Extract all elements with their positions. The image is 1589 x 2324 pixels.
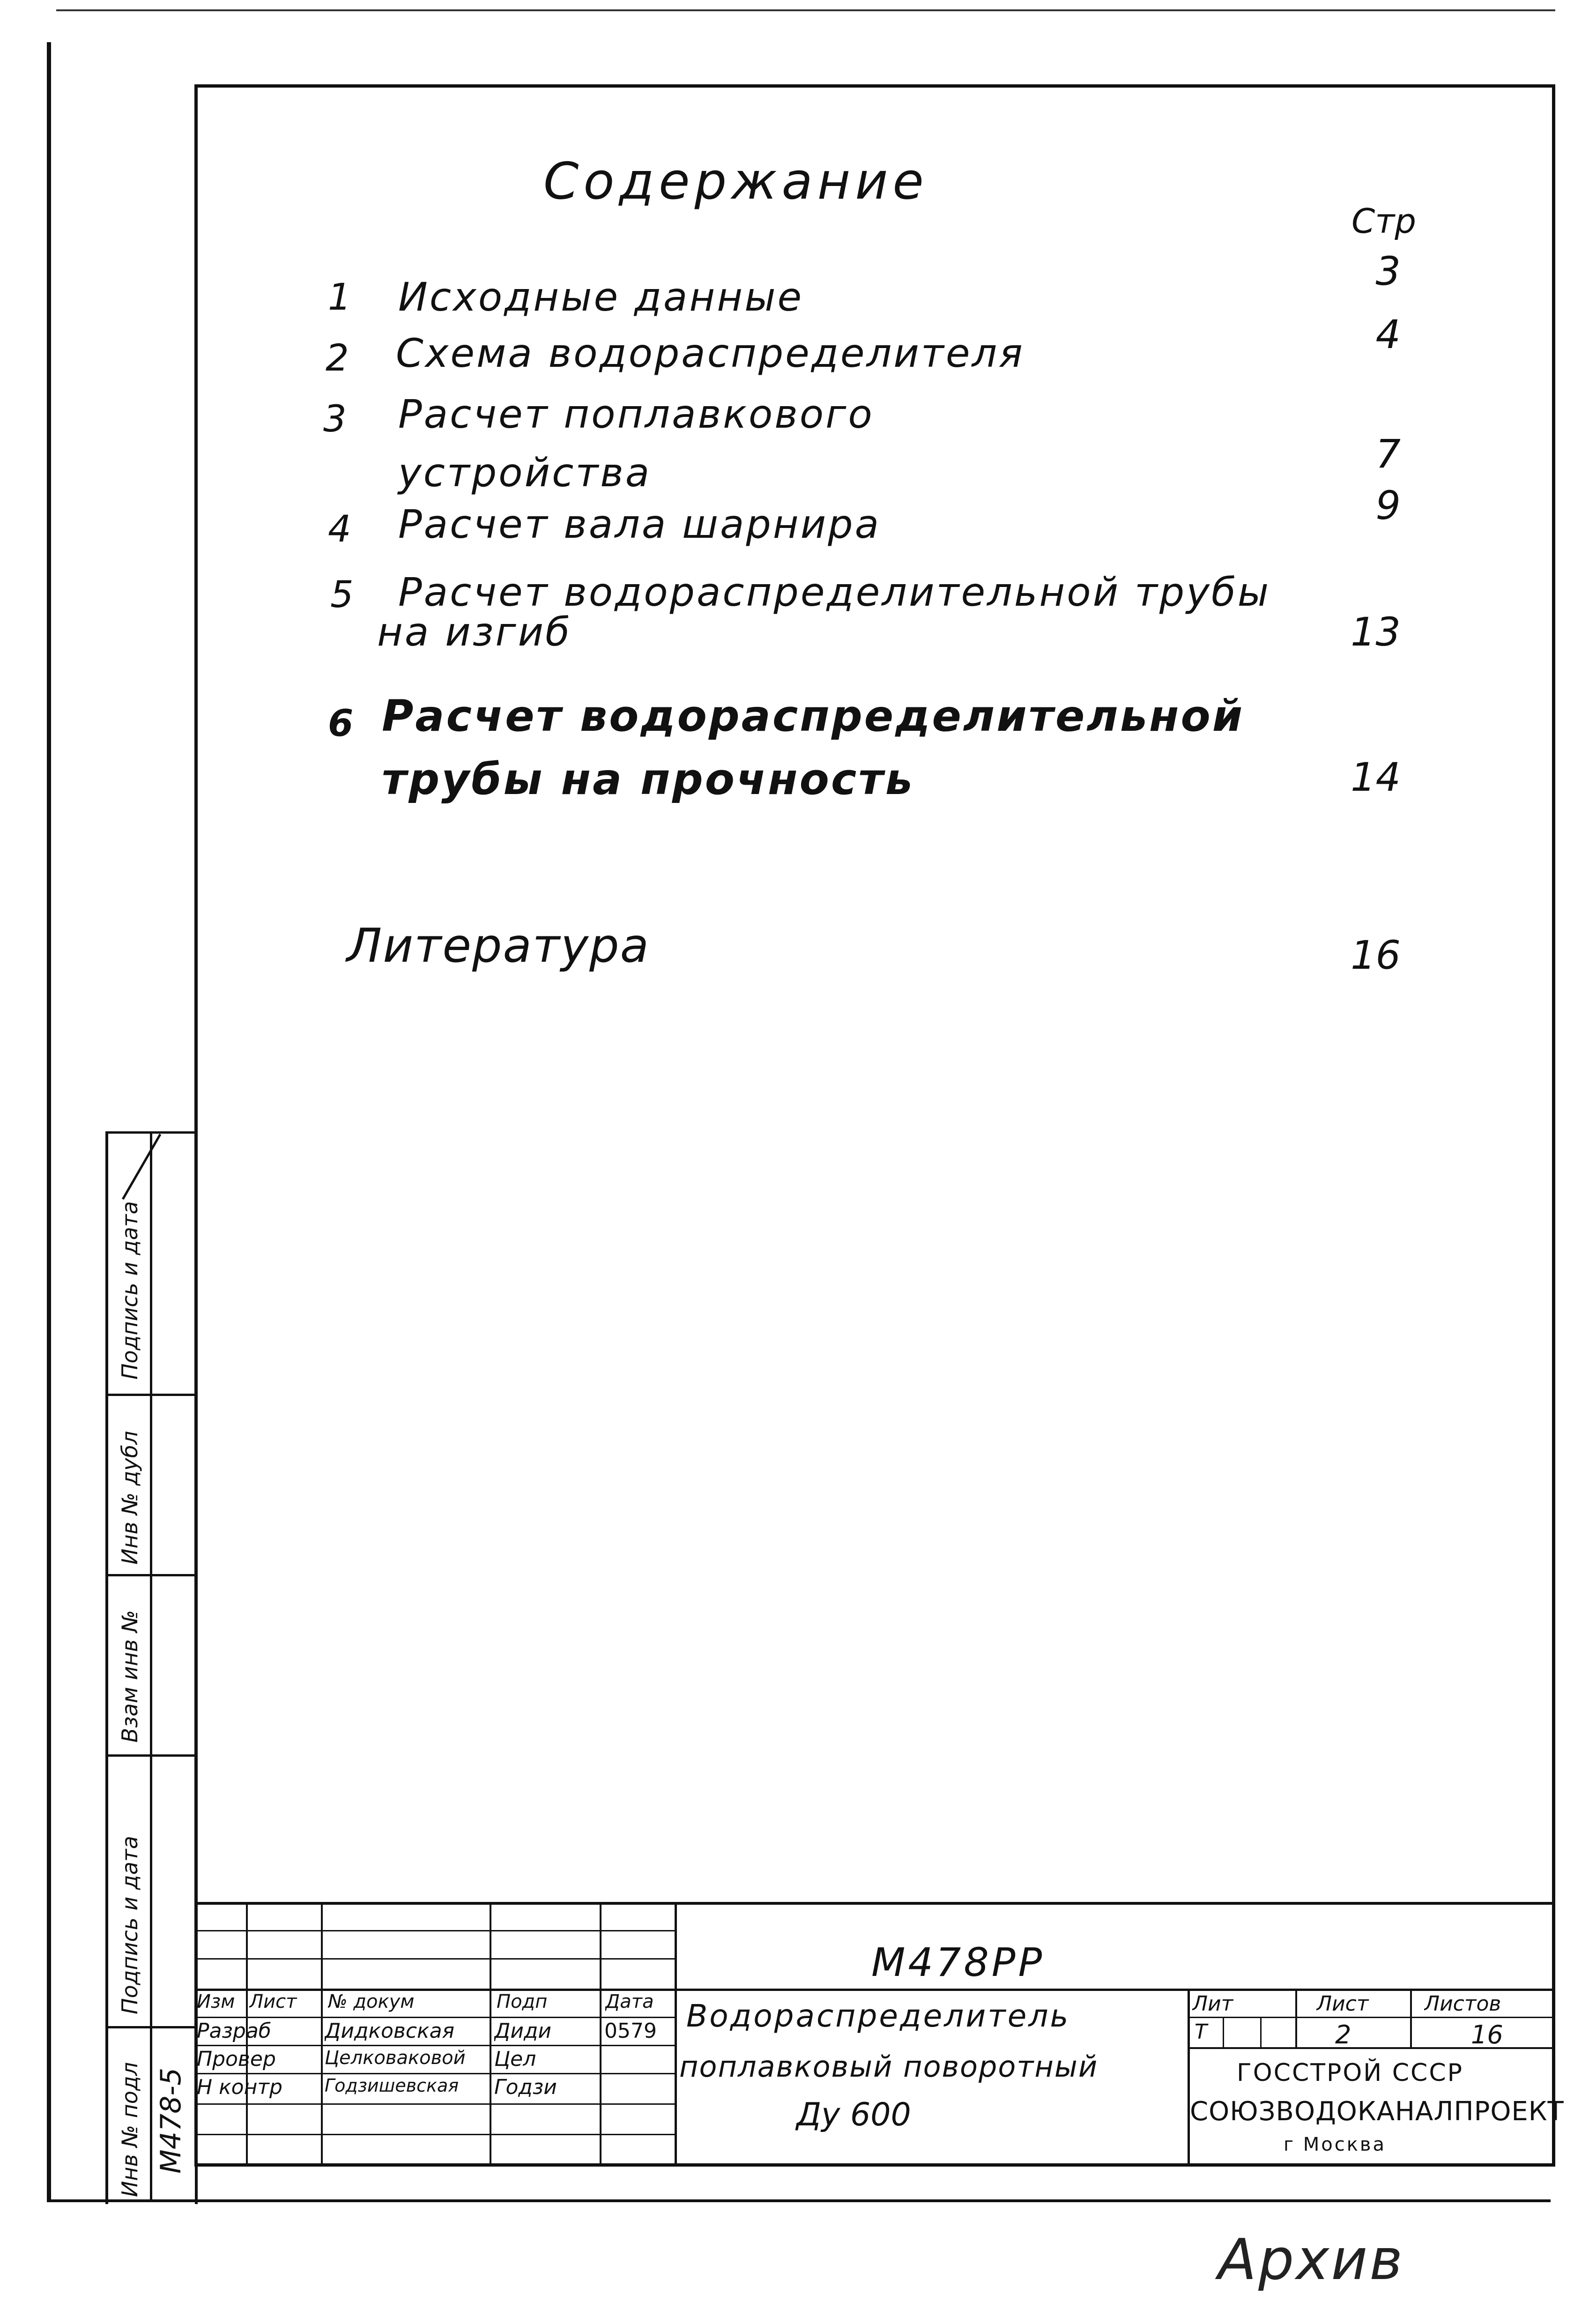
- org-line1: ГОССТРОЙ СССР: [1237, 2059, 1464, 2087]
- sheet-label: Лист: [1316, 1992, 1369, 2016]
- grid-line: [194, 2073, 677, 2074]
- grid-line: [321, 1902, 323, 2167]
- toc-literature: Литература: [347, 918, 650, 973]
- row-name: Дидковская: [325, 2019, 455, 2043]
- row-role: Провер: [197, 2047, 276, 2071]
- col-header-izm: Изм: [197, 1991, 235, 2012]
- grid-line: [1295, 1989, 1297, 2047]
- toc-item-page: 9: [1375, 483, 1401, 528]
- toc-title: Содержание: [543, 152, 928, 211]
- side-label-signature-date: Подпись и дата: [117, 1201, 142, 1380]
- grid-line: [1188, 1989, 1190, 2167]
- toc-item-number: 1: [328, 276, 351, 319]
- side-label-vzam-inv: Взам инв №: [117, 1610, 142, 1743]
- toc-item-page: 14: [1351, 754, 1401, 800]
- grid-line: [194, 2103, 677, 2105]
- col-header-list: Лист: [249, 1991, 297, 2012]
- toc-item-text: Расчет водораспределительной: [382, 691, 1245, 741]
- row-date: 0579: [604, 2019, 657, 2043]
- toc-item-text-continued: устройства: [398, 450, 652, 496]
- side-label-inv-dubl: Инв № дубл: [117, 1431, 142, 1565]
- col-header-doc-num: № докум: [328, 1991, 415, 2012]
- top-edge-mark: [56, 9, 1555, 11]
- row-sign: Цел: [494, 2047, 536, 2071]
- lit-value: Т: [1195, 2020, 1207, 2044]
- side-label-inv-podl: Инв № подл: [117, 2062, 142, 2197]
- toc-page-header: Стр: [1351, 201, 1416, 241]
- toc-item-text: Расчет водораспределительной трубы: [398, 569, 1271, 615]
- row-role: Н контр: [197, 2075, 282, 2099]
- side-stamp-divider: [105, 1131, 198, 1134]
- grid-line: [194, 2017, 677, 2018]
- toc-item-text: Схема водораспределителя: [396, 330, 1025, 376]
- side-stamp-divider: [105, 1754, 198, 1757]
- row-role: Разраб: [197, 2019, 271, 2043]
- side-stamp-divider-vertical: [150, 1131, 152, 2202]
- grid-line: [194, 1958, 677, 1960]
- toc-item-text-continued: на изгиб: [377, 609, 572, 655]
- toc-item-text: Расчет вала шарнира: [398, 501, 881, 547]
- grid-line: [194, 2045, 677, 2046]
- product-name-line1: Водораспределитель: [686, 1998, 1070, 2034]
- toc-item-number: 3: [323, 398, 347, 440]
- title-block-top-line: [194, 1902, 1555, 1905]
- toc-item-number: 6: [328, 703, 354, 745]
- outer-left-border: [47, 42, 51, 2202]
- product-name-line3: Ду 600: [796, 2096, 911, 2133]
- grid-line: [194, 1930, 677, 1931]
- doc-code: М478РР: [871, 1939, 1045, 1985]
- toc-item-text: Исходные данные: [398, 274, 804, 320]
- grid-line: [675, 1902, 677, 2167]
- archive-stamp: Архив: [1218, 2227, 1404, 2293]
- sheets-label: Листов: [1424, 1992, 1501, 2016]
- grid-line: [1410, 1989, 1412, 2047]
- toc-item-page: 3: [1375, 248, 1401, 294]
- org-line2: СОЮЗВОДОКАНАЛПРОЕКТ: [1190, 2096, 1564, 2127]
- col-header-sign: Подп: [497, 1991, 548, 2012]
- toc-item-page: 7: [1375, 431, 1401, 477]
- row-name: Целковаковой: [325, 2047, 466, 2069]
- toc-item-text: Расчет поплавкового: [398, 391, 874, 437]
- sheets-value: 16: [1471, 2020, 1503, 2049]
- toc-item-page: 4: [1375, 312, 1401, 357]
- grid-line: [600, 1902, 601, 2167]
- lit-label: Лит: [1192, 1992, 1233, 2016]
- grid-line: [1188, 2017, 1555, 2018]
- side-stamp-divider: [105, 1574, 198, 1576]
- side-label-signature-date-2: Подпись и дата: [117, 1835, 142, 2014]
- toc-item-number: 4: [328, 508, 351, 550]
- sheet-value: 2: [1335, 2020, 1351, 2049]
- product-name-line2: поплавковый поворотный: [679, 2049, 1099, 2084]
- side-stamp-divider: [105, 1394, 198, 1396]
- toc-literature-page: 16: [1351, 932, 1401, 978]
- row-sign: Годзи: [494, 2075, 557, 2099]
- grid-line: [1260, 2017, 1262, 2047]
- side-inv-value: М478-5: [155, 2067, 187, 2174]
- toc-item-text-continued: трубы на прочность: [382, 754, 914, 804]
- grid-line: [490, 1902, 491, 2167]
- grid-line: [194, 2134, 677, 2135]
- toc-item-page: 13: [1351, 609, 1401, 655]
- outer-bottom-border: [47, 2199, 1551, 2202]
- side-stamp-divider: [105, 2026, 198, 2028]
- grid-line: [1223, 2017, 1224, 2047]
- toc-item-number: 5: [330, 574, 354, 616]
- org-line3: г Москва: [1284, 2134, 1386, 2155]
- row-name: Годзишевская: [325, 2075, 459, 2096]
- row-sign: Диди: [494, 2019, 551, 2043]
- toc-item-number: 2: [326, 337, 349, 379]
- col-header-date: Дата: [605, 1991, 654, 2012]
